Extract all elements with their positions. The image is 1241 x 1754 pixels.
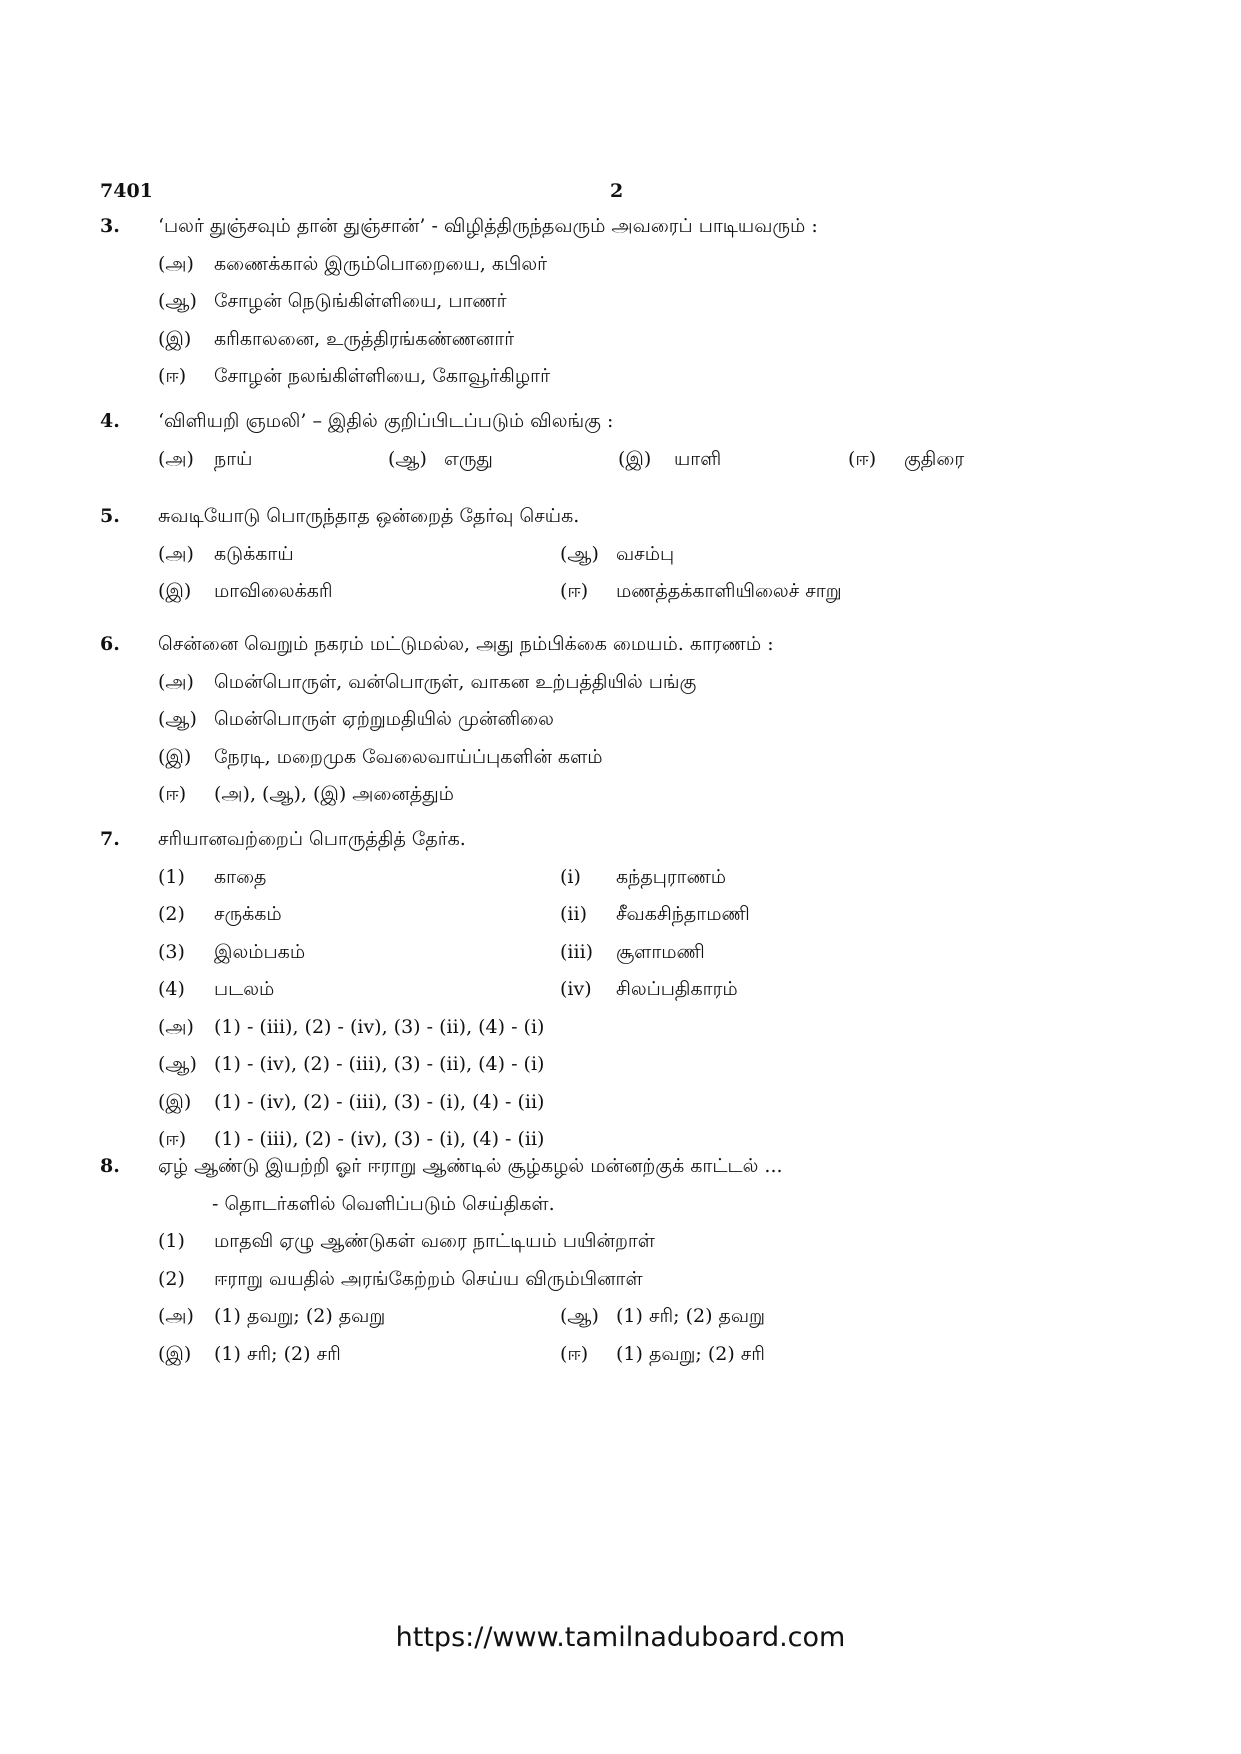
statement-2: (2) ஈராறு வயதில் அரங்கேற்றம் செய்ய விரும்பினாள் xyxy=(158,1267,643,1290)
option-c: (இ) கரிகாலனை, உருத்திரங்கண்ணனார் xyxy=(158,327,515,350)
question-text-continued: - தொடர்களில் வெளிப்படும் செய்திகள். xyxy=(212,1192,555,1215)
option-a: (அ) மென்பொருள், வன்பொருள், வாகன உற்பத்தியில் பங்கு xyxy=(158,670,697,693)
question-8 xyxy=(100,1148,1150,1373)
option-c: (இ) யாளி xyxy=(618,447,722,470)
question-text: ஏழ் ஆண்டு இயற்றி ஓர் ஈராறு ஆண்டில் சூழ்கழல் மன்னற்குக் காட்டல் ... xyxy=(158,1155,783,1177)
option-b: (ஆ) எருது xyxy=(388,447,493,470)
question-text: ‘விளியறி ஞமலி’ – இதில் குறிப்பிடப்படும் விலங்கு : xyxy=(158,410,614,432)
question-7 xyxy=(100,821,1150,1159)
question-text: சென்னை வெறும் நகரம் மட்டுமல்ல, அது நம்பிக்கை மையம். காரணம் : xyxy=(158,633,774,655)
option-c: (இ) நேரடி, மறைமுக வேலைவாய்ப்புகளின் களம் xyxy=(158,745,603,768)
footer-url[interactable]: https://www.tamilnaduboard.com xyxy=(395,1622,846,1653)
option-a: (அ) கணைக்கால் இரும்பொறையை, கபிலர் xyxy=(158,252,548,275)
question-6 xyxy=(100,626,1150,814)
match-left-item: (2) சருக்கம் xyxy=(158,903,282,925)
question-number: 4. xyxy=(100,410,120,432)
option-c: (இ) மாவிலைக்கரி xyxy=(158,580,333,602)
question-text: சரியானவற்றைப் பொருத்தித் தேர்க. xyxy=(158,828,466,850)
option-b: (ஆ) வசம்பு xyxy=(560,542,675,565)
question-3 xyxy=(100,208,1150,396)
question-number: 6. xyxy=(100,633,120,655)
option-a: (அ) கடுக்காய் xyxy=(158,542,294,565)
match-left-item: (3) இலம்பகம் xyxy=(158,940,306,963)
question-number: 5. xyxy=(100,505,120,527)
statement-1: (1) மாதவி ஏழு ஆண்டுகள் வரை நாட்டியம் பயின்றாள் xyxy=(158,1230,655,1252)
option-d: (ஈ) குதிரை xyxy=(848,447,965,470)
option-c: (இ) (1) - (iv), (2) - (iii), (3) - (i), (4) - (ii) xyxy=(158,1090,545,1113)
question-4 xyxy=(100,403,1150,478)
match-left-item: (1) காதை xyxy=(158,865,267,888)
option-b: (ஆ) (1) சரி; (2) தவறு xyxy=(560,1305,765,1327)
question-number: 7. xyxy=(100,828,120,850)
paper-code: 7401 xyxy=(100,180,153,202)
option-d: (ஈ) சோழன் நலங்கிள்ளியை, கோவூர்கிழார் xyxy=(158,365,550,387)
option-a: (அ) (1) - (iii), (2) - (iv), (3) - (ii), (4) - (i) xyxy=(158,1015,545,1038)
option-a: (அ) நாய் xyxy=(158,447,253,470)
option-d: (ஈ) மணத்தக்காளியிலைச் சாறு xyxy=(560,580,842,602)
match-left-item: (4) படலம் xyxy=(158,978,275,1000)
option-d: (ஈ) (அ), (ஆ), (இ) அனைத்தும் xyxy=(158,783,454,805)
question-number: 3. xyxy=(100,215,120,237)
question-text: சுவடியோடு பொருந்தாத ஒன்றைத் தேர்வு செய்க. xyxy=(158,505,580,527)
option-b: (ஆ) சோழன் நெடுங்கிள்ளியை, பாணர் xyxy=(158,290,507,312)
match-right-item: (iv) சிலப்பதிகாரம் xyxy=(560,978,738,1000)
option-d: (ஈ) (1) - (iii), (2) - (iv), (3) - (i), (4) - (ii) xyxy=(158,1128,545,1150)
page-number: 2 xyxy=(610,180,624,202)
option-d: (ஈ) (1) தவறு; (2) சரி xyxy=(560,1342,765,1365)
option-a: (அ) (1) தவறு; (2) தவறு xyxy=(158,1305,386,1327)
match-right-item: (iii) சூளாமணி xyxy=(560,940,705,963)
match-right-item: (i) கந்தபுராணம் xyxy=(560,865,727,888)
option-b: (ஆ) (1) - (iv), (2) - (iii), (3) - (ii), (4) - (i) xyxy=(158,1053,545,1075)
option-c: (இ) (1) சரி; (2) சரி xyxy=(158,1342,341,1365)
question-number: 8. xyxy=(100,1155,120,1177)
question-text: ‘பலர் துஞ்சவும் தான் துஞ்சான்’ - விழித்திருந்தவரும் அவரைப் பாடியவரும் : xyxy=(158,215,818,237)
match-right-item: (ii) சீவகசிந்தாமணி xyxy=(560,903,750,925)
option-b: (ஆ) மென்பொருள் ஏற்றுமதியில் முன்னிலை xyxy=(158,708,554,730)
question-5 xyxy=(100,498,1150,611)
